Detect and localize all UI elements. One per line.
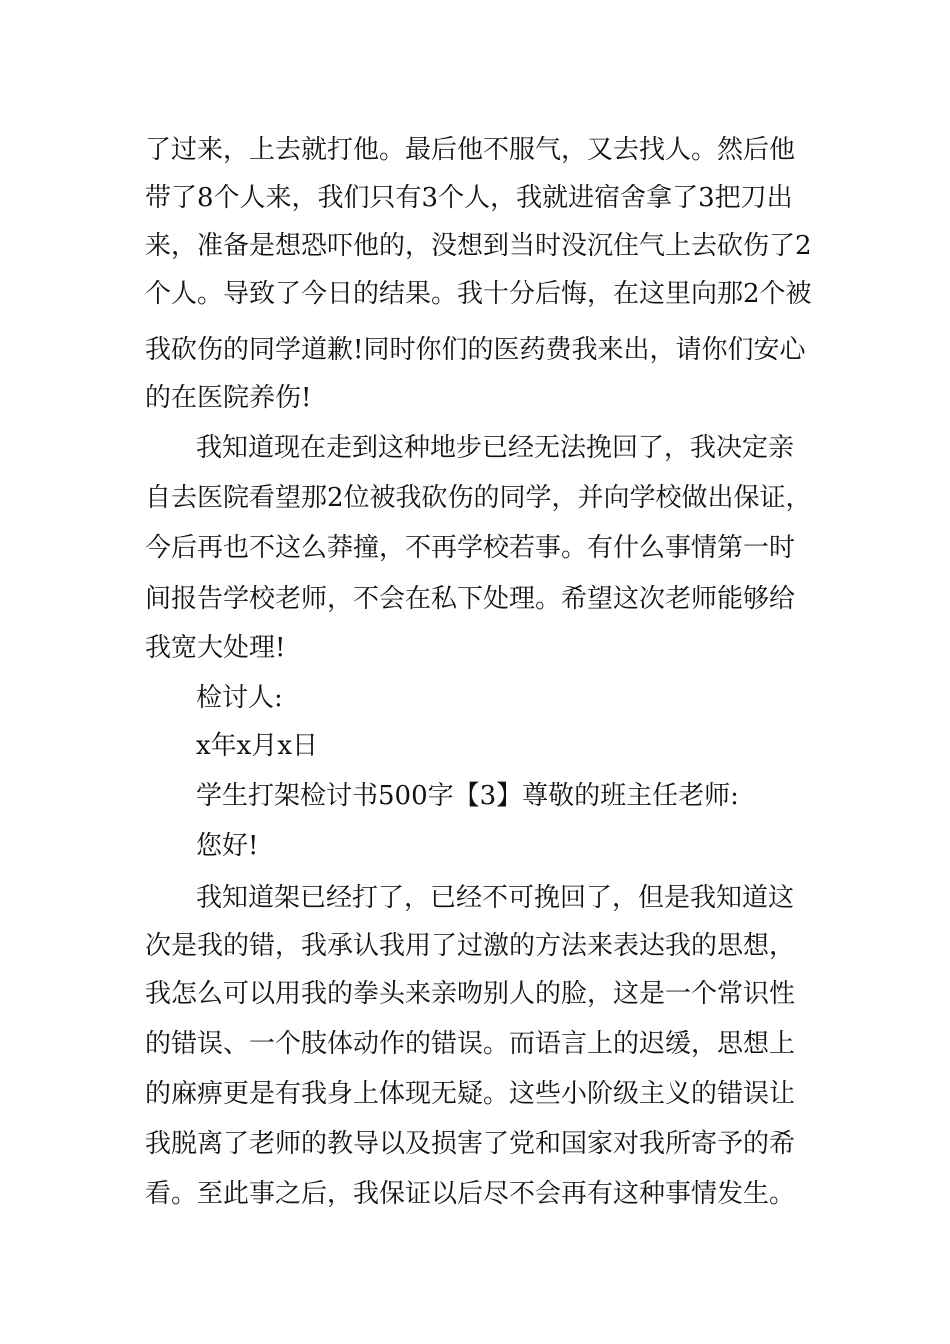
text-line: 次是我的错，我承认我用了过激的方法来表达我的思想， <box>145 931 796 961</box>
text-line: 我知道现在走到这种地步已经无法挽回了，我决定亲 <box>196 433 795 463</box>
greeting-line: 您好! <box>196 831 259 861</box>
section-heading: 学生打架检讨书500字【3】尊敬的班主任老师: <box>196 781 739 811</box>
text-line: 来，准备是想恐吓他的，没想到当时没沉住气上去砍伤了2 <box>145 231 812 261</box>
text-line: 我知道架已经打了，已经不可挽回了，但是我知道这 <box>196 883 795 913</box>
text-line: 带了8个人来，我们只有3个人，我就进宿舍拿了3把刀出 <box>145 183 793 213</box>
text-line: 我宽大处理! <box>145 633 286 663</box>
text-line: 的麻痹更是有我身上体现无疑。这些小阶级主义的错误让 <box>145 1079 796 1109</box>
date-line: x年x月x日 <box>196 731 318 761</box>
text-line: 间报告学校老师，不会在私下处理。希望这次老师能够给 <box>145 584 796 614</box>
text-line: 我砍伤的同学道歉!同时你们的医药费我来出，请你们安心 <box>145 335 806 365</box>
text-line: 今后再也不这么莽撞，不再学校若事。有什么事情第一时 <box>145 533 796 563</box>
text-line: 的在医院养伤! <box>145 383 312 413</box>
text-line: 看。至此事之后，我保证以后尽不会再有这种事情发生。 <box>145 1179 796 1209</box>
signer-label: 检讨人: <box>196 683 283 713</box>
text-line: 的错误、一个肢体动作的错误。而语言上的迟缓，思想上 <box>145 1029 796 1059</box>
text-line: 了过来，上去就打他。最后他不服气，又去找人。然后他 <box>145 135 796 165</box>
text-line: 我脱离了老师的教导以及损害了党和国家对我所寄予的希 <box>145 1129 796 1159</box>
text-line: 自去医院看望那2位被我砍伤的同学，并向学校做出保证， <box>145 483 812 513</box>
text-line: 个人。导致了今日的结果。我十分后悔，在这里向那2个被 <box>145 279 812 309</box>
text-line: 我怎么可以用我的拳头来亲吻别人的脸，这是一个常识性 <box>145 979 796 1009</box>
